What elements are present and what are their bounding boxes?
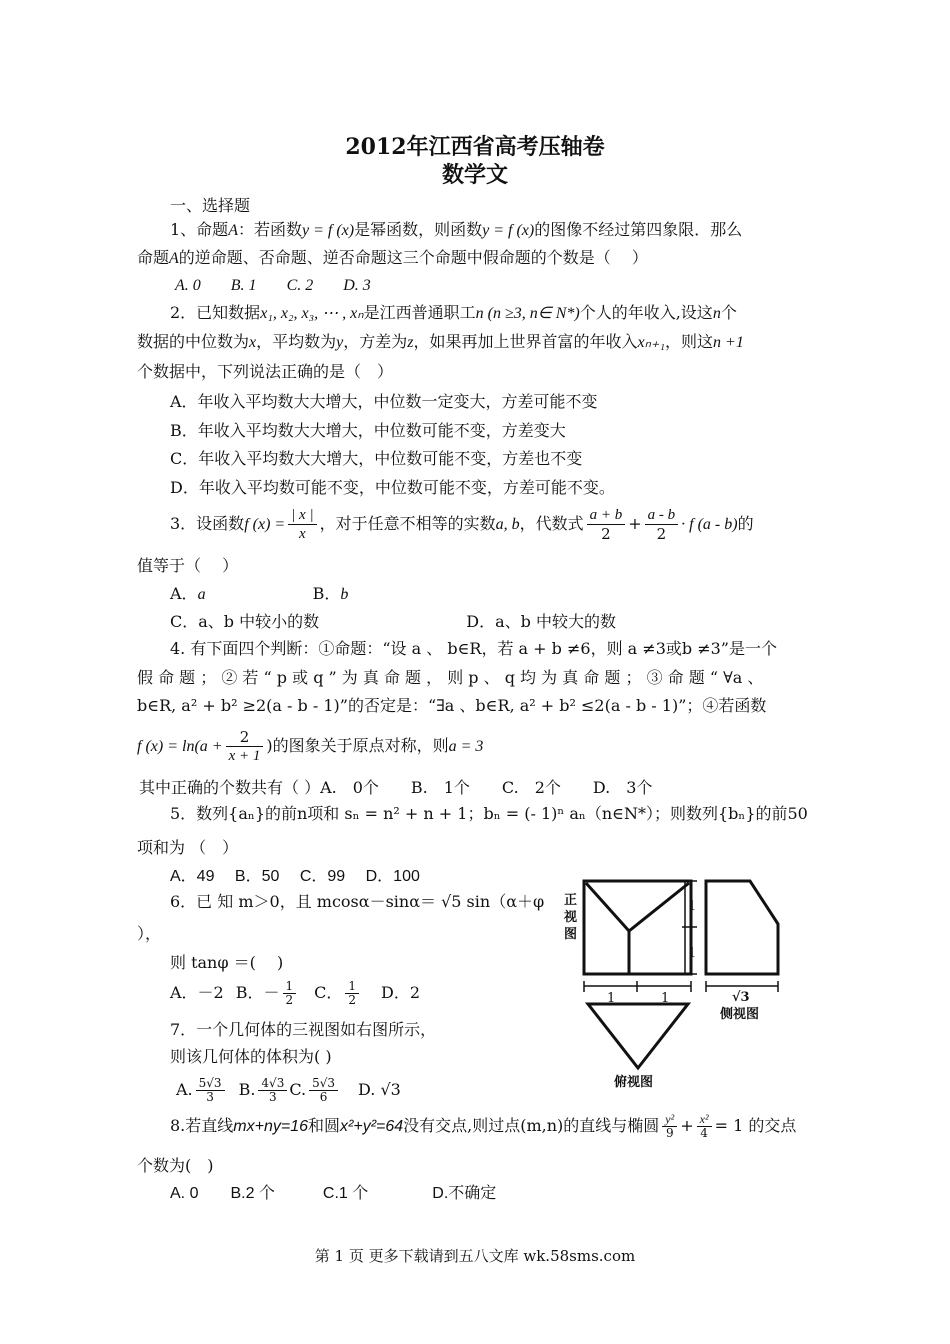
- q3-options-cd: [170, 612, 616, 632]
- q3-frac1: [587, 506, 626, 543]
- q7-option-c: C.: [289, 1080, 307, 1099]
- section-heading: 一、选择题: [170, 196, 251, 215]
- q8-line-eq: mx+ny=16: [233, 1118, 308, 1135]
- q4-line1: 4. 有下面四个判断：①命题：“设 a 、 b∈R，若 a + b ≠6，则 a ≠3或b ≠3”是一个: [170, 639, 777, 658]
- top-view: [588, 1004, 688, 1068]
- q2-var-n1: n +1: [713, 334, 744, 351]
- q7-frac-den: 3: [269, 1090, 277, 1104]
- q1-line1: [170, 220, 742, 241]
- side-view: [706, 881, 778, 974]
- q7-frac-num: 5√3: [309, 1077, 338, 1091]
- q7-option-a: A.: [176, 1080, 193, 1099]
- q3-line2: 值等于（ ）: [137, 556, 239, 575]
- q3-frac-abs: [288, 506, 316, 543]
- q3-frac2-den: 2: [656, 525, 667, 543]
- q2-text: 是江西普通职工: [363, 303, 476, 322]
- q3-text: 的: [737, 514, 754, 533]
- q3-text: ，对于任意不相等的实数: [319, 514, 496, 533]
- q7-frac-den: 6: [319, 1090, 328, 1104]
- page-footer: 第 1 页 更多下载请到五八文库 wk.58sms.com: [314, 1247, 636, 1265]
- front-view-label-3: 图: [564, 927, 578, 942]
- q3-frac1-den: 2: [601, 525, 611, 543]
- q6-line2: ），: [137, 924, 162, 943]
- q5-line1: 5．数列{aₙ}的前n项和 sₙ = n² + n + 1；bₙ = (- 1)ⁿ aₙ（n∈N*）；则数列{bₙ}的前50: [170, 804, 808, 823]
- q2-option-b: B．年收入平均数大大增大，中位数可能不变，方差变大: [170, 421, 566, 440]
- q2-var-n: n: [712, 305, 721, 322]
- q2-text: 2．已知数据: [170, 303, 261, 322]
- q3-options-ab: [170, 584, 348, 605]
- q1-options: [175, 275, 371, 296]
- q2-text: 个: [720, 303, 737, 322]
- front-view-label-2: 视: [564, 910, 578, 925]
- q8-text: 和圆: [308, 1116, 341, 1135]
- side-view-label: 侧视图: [720, 1007, 760, 1022]
- q1-var-A: A: [228, 222, 238, 239]
- front-view-label-1: 正: [564, 893, 578, 908]
- three-view-figure: [560, 876, 825, 1096]
- q6-option-d: D．2: [381, 983, 421, 1002]
- q8-text: 8.若直线: [170, 1116, 234, 1135]
- q6-options: [170, 976, 420, 1010]
- q7-option-d: D.: [358, 1080, 376, 1099]
- q5-options: A．49 B．50 C．99 D．100: [170, 868, 420, 885]
- q3-text: ，代数式: [519, 514, 584, 533]
- q3-plus: +: [628, 514, 642, 533]
- q2-text: ，方差为: [343, 332, 408, 351]
- q2-text: ，平均数为: [256, 332, 337, 351]
- q8-frac2: [697, 1113, 712, 1140]
- q4-line4: [137, 722, 483, 771]
- q2-data: x₁, x₂, x₃, ⋯ , xₙ: [260, 305, 364, 322]
- q4-cond: a = 3: [448, 738, 484, 755]
- q7-option-c-frac: [309, 1077, 338, 1104]
- q3-fx: f (x) =: [244, 516, 286, 533]
- q2-text: 数据的中位数为: [137, 332, 250, 351]
- q3-frac-num: | x |: [288, 506, 316, 525]
- q3-option-c-label: C．: [170, 612, 199, 631]
- q2-text: ，则这: [665, 332, 714, 351]
- q6-option-b-frac: [283, 980, 297, 1007]
- q2-line3: 个数据中，下列说法正确的是（ ）: [137, 362, 394, 381]
- q6-option-a: A．－2: [170, 983, 224, 1002]
- q3-option-a-label: A．: [170, 584, 198, 603]
- q2-line1: [170, 303, 737, 324]
- q3-option-c-value: a、b 中较小的数: [198, 612, 320, 631]
- q2-var-z: z: [407, 334, 414, 351]
- top-view-label: 俯视图: [614, 1075, 654, 1090]
- q1-expr: y = f (x): [482, 222, 535, 239]
- q1-text: 的逆命题、否命题、逆否命题这三个命题中假命题的个数是（ ）: [178, 248, 648, 267]
- q6-line3: 则 tanφ ＝( ): [170, 953, 284, 972]
- q1-line2: [137, 248, 648, 269]
- q8-frac2-den: 4: [700, 1126, 708, 1140]
- q8-circle-eq: x²+y²=64: [340, 1118, 404, 1135]
- q3-option-d-value: a、b 中较大的数: [495, 612, 616, 631]
- q7-frac-num: 5√3: [196, 1077, 225, 1091]
- q2-option-c: C．年收入平均数大大增大，中位数可能不变，方差也不变: [170, 449, 583, 468]
- q2-option-d: D．年收入平均数可能不变，中位数可能不变，方差可能不变。: [170, 478, 615, 497]
- q8-frac2-num: x²: [697, 1113, 712, 1127]
- dim-side-width: √3: [732, 990, 750, 1005]
- q6-option-c-frac: [345, 980, 359, 1007]
- q1-expr: y = f (x): [301, 222, 355, 239]
- q7-option-b-frac: [258, 1077, 287, 1104]
- page-title: 2012年江西省高考压轴卷: [345, 134, 605, 160]
- q7-option-a-frac: [196, 1077, 225, 1104]
- q8-frac1: [662, 1113, 677, 1140]
- q6-option-b: B．－: [235, 983, 280, 1002]
- q8-options: A. 0 B.2 个 C.1 个 D.不确定: [170, 1185, 497, 1202]
- q4-fx: f (x) = ln(a +: [137, 738, 223, 755]
- q6-frac-num: 1: [283, 980, 297, 994]
- q1-option-b: B. 1: [230, 277, 257, 294]
- q4-frac-num: 2: [226, 728, 264, 747]
- q2-text: ，如果再加上世界首富的年收入: [413, 332, 638, 351]
- q6-frac-den: 2: [348, 993, 357, 1007]
- dim-width-left: 1: [607, 991, 616, 1006]
- q4-line3: b∈R, a² + b² ≥2(a - b - 1)”的否定是：“∃a 、b∈R, a² + b² ≤2(a - b - 1)”；④若函数: [137, 696, 767, 715]
- q7-option-b: B.: [238, 1080, 256, 1099]
- q6-frac-den: 2: [285, 993, 294, 1007]
- q1-option-a: A. 0: [175, 277, 201, 294]
- q1-option-c: C. 2: [286, 277, 314, 294]
- q3-frac2-num: a - b: [645, 506, 679, 525]
- q8-frac1-den: 9: [665, 1126, 674, 1140]
- q2-text: 个人的年收入,设这: [579, 303, 713, 322]
- q1-var-A: A: [169, 250, 179, 267]
- q6-line1: 6．已 知 m＞0，且 mcosα－sinα＝ √5 sin（α＋φ: [170, 892, 545, 911]
- q7-line1: 7．一个几何体的三视图如右图所示，: [170, 1020, 437, 1039]
- q8-frac1-num: y²: [662, 1113, 677, 1127]
- q4-line2: 假 命 题 ； ② 若 “ p 或 q ” 为 真 命 题 ， 则 p 、 q 均 为 真 命 题 ； ③ 命 题 “ ∀a 、: [137, 668, 764, 687]
- q3-frac1-num: a + b: [587, 506, 626, 525]
- q4-line5: 其中正确的个数共有（ ）A. 0个 B. 1个 C. 2个 D. 3个: [139, 778, 653, 797]
- q7-line2: 则该几何体的体积为( ): [170, 1047, 332, 1066]
- q3-line1: [170, 500, 754, 549]
- q1-text: 命题: [137, 248, 170, 267]
- q7-frac-den: 3: [206, 1090, 214, 1104]
- q3-option-b-value: b: [340, 586, 349, 603]
- q7-option-d-value: √3: [380, 1080, 401, 1099]
- q5-line2: 项和为 （ ）: [137, 838, 239, 857]
- q8-text: 没有交点,则过点(m,n)的直线与椭圆: [403, 1116, 660, 1135]
- q2-option-a: A．年收入平均数大大增大，中位数一定变大，方差可能不变: [170, 392, 598, 411]
- q4-frac: [226, 728, 264, 765]
- q7-options: [176, 1070, 401, 1110]
- q8-line2: 个数为( ): [137, 1156, 214, 1175]
- q7-frac-num: 4√3: [258, 1077, 287, 1091]
- q2-var-x: x: [249, 334, 257, 351]
- q1-text: 1、命题: [170, 220, 229, 239]
- q3-tail: · f (a - b): [681, 516, 738, 533]
- q6-frac-num: 1: [345, 980, 359, 994]
- q2-n-cond: n (n ≥3, n∈ N*): [475, 305, 580, 322]
- q3-option-a-value: a: [197, 586, 206, 603]
- q4-text: )的图象关于原点对称，则: [266, 736, 449, 755]
- q8-line1: 8.若直线mx+ny=16和圆x²+y²=64没有交点,则过点(m,n)的直线与椭圆 $\frac{\text{y²}}{9}$ + $\frac{\text{x²}}{4}$ = 1 的交点: [170, 1112, 797, 1140]
- q3-ab: a, b: [495, 516, 520, 533]
- dim-height-lower: 1: [688, 946, 697, 961]
- front-view: [584, 881, 691, 974]
- q2-line2: [137, 332, 744, 353]
- q4-frac-den: x + 1: [228, 748, 261, 764]
- q8-text: = 1 的交点: [714, 1116, 797, 1135]
- q3-option-b-label: B．: [312, 584, 341, 603]
- q6-option-c: C．: [314, 983, 343, 1002]
- q3-text: 3．设函数: [170, 514, 245, 533]
- dim-height-upper: 1: [688, 899, 697, 914]
- q1-text: 的图像不经过第四象限．那么: [534, 220, 743, 239]
- dim-width-right: 1: [661, 991, 670, 1006]
- q1-text: ：若函数: [237, 220, 302, 239]
- q1-option-d: D. 3: [343, 277, 371, 294]
- q2-var-y: y: [336, 334, 344, 351]
- q3-frac2: [645, 506, 679, 543]
- q1-text: 是幂函数，则函数: [354, 220, 483, 239]
- q3-option-d-label: D．: [466, 612, 496, 631]
- q3-frac-den: x: [299, 526, 306, 542]
- page-subtitle: 数学文: [441, 162, 508, 188]
- q2-var-xn1: xₙ₊₁: [637, 334, 665, 351]
